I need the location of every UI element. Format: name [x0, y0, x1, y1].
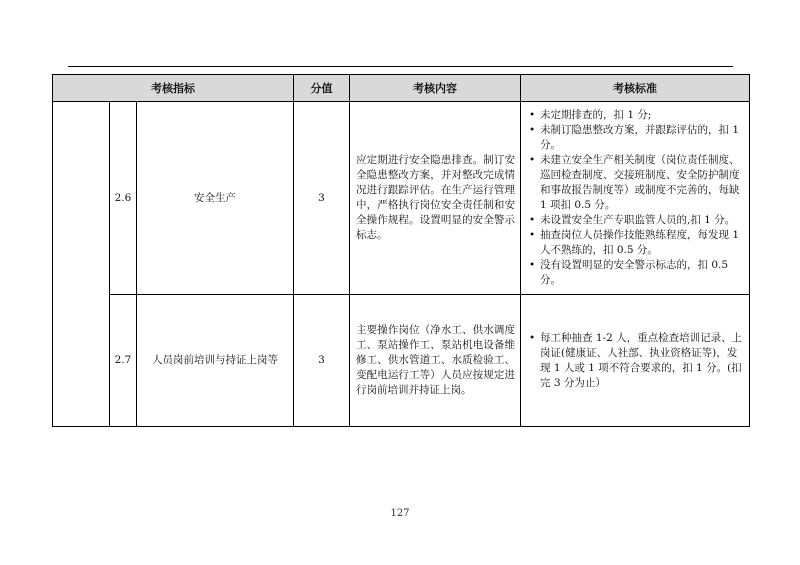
row-number: 2.6 [110, 102, 137, 295]
table-row [53, 102, 750, 295]
header-indicator: 考核指标 [53, 75, 294, 102]
header-standard: 考核标准 [521, 75, 750, 102]
standard-item: • 每工种抽查 1-2 人，重点检查培训记录、上岗证(健康证、人社部、执业资格证等)，发现 1 人或 1 项不符合要求的，扣 1 分。(扣完 3 分为止） [527, 331, 743, 391]
row-indicator-name: 安全生产 [137, 102, 294, 295]
header-score: 分值 [294, 75, 350, 102]
standard-item: • 未建立安全生产相关制度（岗位责任制度、巡回检查制度、交接班制度、安全防护制度和事故报告制度等）或制度不完善的，每缺 1 项扣 0.5 分。 [527, 153, 743, 213]
table-header-row [53, 75, 750, 102]
row-standard [521, 295, 750, 427]
standard-list [527, 331, 743, 391]
header-rule [68, 66, 733, 67]
page-number: 127 [390, 508, 410, 519]
row-content: 应定期进行安全隐患排查。制订安全隐患整改方案，并对整改完成情况进行跟踪评估。在生产运行管理中，严格执行岗位安全责任制和安全操作规程。设置明显的安全警示标志。 [350, 102, 521, 295]
standard-item: • 抽查岗位人员操作技能熟练程度，每发现 1 人不熟练的，扣 0.5 分。 [527, 228, 743, 258]
header-content: 考核内容 [350, 75, 521, 102]
standard-item: • 未设置安全生产专职监管人员的,扣 1 分。 [527, 213, 743, 228]
assessment-table [52, 74, 750, 427]
row-number: 2.7 [110, 295, 137, 427]
row-score: 3 [294, 295, 350, 427]
standard-item: • 没有设置明显的安全警示标志的，扣 0.5 分。 [527, 258, 743, 288]
category-cell [53, 102, 110, 427]
row-indicator-name: 人员岗前培训与持证上岗等 [137, 295, 294, 427]
table-row [53, 295, 750, 427]
row-content: 主要操作岗位（净水工、供水调度工、泵站操作工、泵站机电设备维修工、供水管道工、水质检验工、变配电运行工等）人员应按规定进行岗前培训并持证上岗。 [350, 295, 521, 427]
standard-item: • 未制订隐患整改方案，并跟踪评估的，扣 1 分。 [527, 123, 743, 153]
standard-item: • 未定期排查的，扣 1 分; [527, 108, 743, 123]
standard-list [527, 108, 743, 288]
row-score: 3 [294, 102, 350, 295]
row-standard [521, 102, 750, 295]
